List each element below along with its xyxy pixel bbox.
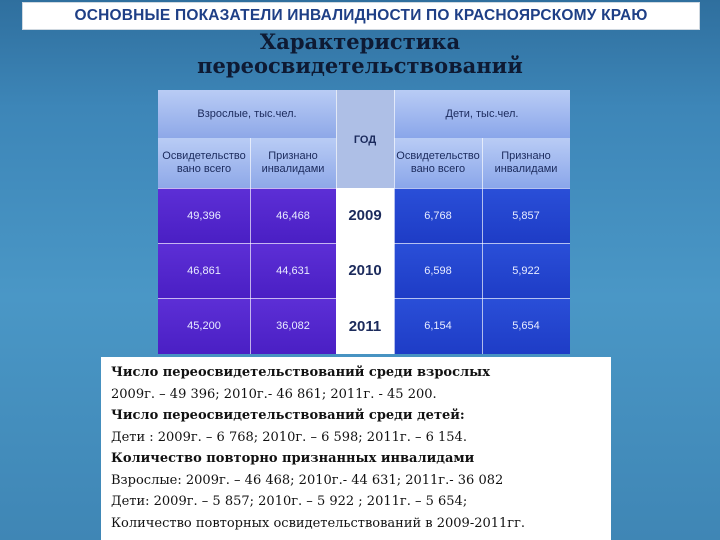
child-recognized-label: Признано инвалидами: [494, 150, 558, 175]
grid-line: [158, 298, 570, 299]
table-cell: 5,654: [482, 298, 570, 354]
header-banner: [22, 2, 700, 30]
table-cell: 46,468: [250, 188, 336, 243]
summary-line: Количество повторных освидетельствований в 2009-2011гг.: [111, 515, 526, 531]
year-cell: 2009: [336, 188, 394, 243]
table-cell: 46,861: [158, 243, 250, 298]
title-line-2: переосвидетельствований: [197, 53, 523, 78]
child-examined-label: Освидетельство вано всего: [396, 150, 480, 175]
grid-line: [482, 138, 483, 354]
adult-examined-label: Освидетельство вано всего: [162, 150, 246, 175]
adult-group-header: [158, 90, 336, 138]
table-cell: 45,200: [158, 298, 250, 354]
table-cell: 36,082: [250, 298, 336, 354]
adult-recognized-header: [250, 138, 336, 188]
grid-line: [394, 90, 395, 354]
year-cell: 2010: [336, 243, 394, 298]
banner-text: ОСНОВНЫЕ ПОКАЗАТЕЛИ ИНВАЛИДНОСТИ ПО КРАСНОЯРСКОМУ КРАЮ: [74, 7, 648, 24]
summary-line: Дети : 2009г. – 6 768; 2010г. – 6 598; 2011г. – 6 154.: [111, 429, 467, 445]
summary-line: Число переосвидетельствований среди детей:: [111, 408, 465, 423]
grid-line: [250, 138, 251, 354]
summary-line: 2009г. – 49 396; 2010г.- 46 861; 2011г. - 45 200.: [111, 386, 437, 402]
table-cell: 44,631: [250, 243, 336, 298]
grid-line: [158, 188, 570, 189]
table-cell: 5,922: [482, 243, 570, 298]
table-cell: 6,598: [394, 243, 482, 298]
year-header-label: ГОД: [353, 134, 377, 146]
adult-examined-header: [158, 138, 250, 188]
table-cell: 6,768: [394, 188, 482, 243]
child-group-header: [394, 90, 570, 138]
slide-title: [150, 30, 570, 78]
table-cell: 6,154: [394, 298, 482, 354]
grid-line: [336, 90, 337, 354]
grid-line: [158, 243, 570, 244]
stats-table: [158, 90, 570, 354]
summary-line: Дети: 2009г. – 5 857; 2010г. – 5 922 ; 2011г. – 5 654;: [111, 494, 468, 509]
title-line-1: Характеристика: [259, 29, 461, 54]
child-examined-header: [394, 138, 482, 188]
summary-line: Количество повторно признанных инвалидами: [111, 451, 475, 466]
year-cell: 2011: [336, 298, 394, 354]
table-cell: 5,857: [482, 188, 570, 243]
summary-text-box: [101, 357, 611, 540]
year-header: [336, 90, 394, 188]
child-recognized-header: [482, 138, 570, 188]
adult-group-label: Взрослые, тыс.чел.: [197, 107, 297, 120]
summary-line: Взрослые: 2009г. – 46 468; 2010г.- 44 631; 2011г.- 36 082: [111, 472, 504, 488]
table-cell: 49,396: [158, 188, 250, 243]
child-group-label: Дети, тыс.чел.: [445, 107, 519, 120]
adult-recognized-label: Признано инвалидами: [261, 150, 325, 175]
summary-line: Число переосвидетельствований среди взрослых: [111, 365, 490, 380]
